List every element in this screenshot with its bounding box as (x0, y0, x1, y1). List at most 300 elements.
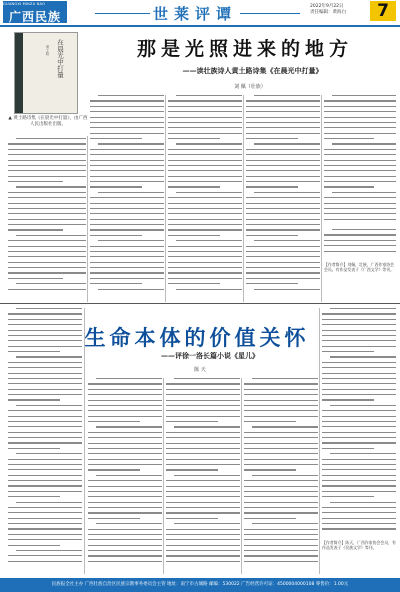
text-line (88, 421, 140, 422)
text-line (168, 246, 242, 247)
text-line (90, 283, 142, 284)
text-line (244, 416, 318, 417)
author-bio: 【作者简介】刘佩，壮族，广西作家协会会员。有作品发表于《广西文学》等刊。 (324, 262, 395, 273)
text-line (88, 534, 162, 535)
text-line (324, 154, 396, 155)
text-line (322, 480, 396, 481)
text-line (8, 475, 82, 476)
text-line (8, 246, 86, 247)
text-line (166, 459, 240, 460)
text-line (166, 469, 218, 470)
text-line (254, 143, 320, 144)
text-line (324, 251, 396, 252)
text-line (166, 448, 240, 449)
text-line (168, 208, 242, 209)
text-line (244, 480, 318, 481)
text-line (8, 378, 82, 379)
text-line (244, 421, 296, 422)
text-line (8, 464, 82, 465)
text-line (168, 283, 220, 284)
text-line (322, 518, 396, 519)
text-line (322, 319, 396, 320)
text-line (90, 181, 164, 182)
text-line (176, 95, 242, 96)
text-line (174, 475, 240, 476)
text-line (246, 154, 320, 155)
text-line (88, 518, 140, 519)
text-line (90, 251, 164, 252)
text-line (244, 555, 318, 556)
text-line (8, 539, 82, 540)
image-caption: ▲ 黄土路诗集《在晨光中打量》，由广西人民出版社出版。 (8, 116, 88, 127)
text-line (8, 512, 82, 513)
text-line (176, 289, 242, 290)
text-line (332, 192, 396, 193)
text-line (8, 160, 86, 161)
article-subtitle: ——读壮族诗人黄土路诗集《在晨光中打量》 (182, 66, 323, 75)
editor-credit: 责任编辑：黄海白 (310, 10, 346, 15)
text-line (8, 208, 86, 209)
issue-date: 2022年9月22日 (310, 4, 344, 9)
text-line (330, 405, 396, 406)
text-line (244, 383, 318, 384)
text-line (88, 400, 162, 401)
text-line (322, 485, 396, 486)
text-line (166, 443, 240, 444)
text-line (88, 394, 162, 395)
author-bio: 【作者简介】陈天，广西作家协会会员，有作品发表于《民族文学》等刊。 (322, 540, 396, 551)
text-line (8, 561, 82, 562)
text-line (166, 389, 240, 390)
text-line (332, 143, 396, 144)
text-line (88, 507, 162, 508)
text-line (244, 534, 318, 535)
text-line (8, 351, 60, 352)
text-line (322, 389, 396, 390)
text-line (16, 283, 86, 284)
text-line (168, 278, 242, 279)
column-divider (87, 136, 88, 302)
text-line (166, 405, 240, 406)
text-line (322, 351, 374, 352)
article-body-column (168, 95, 242, 300)
text-line (324, 127, 396, 128)
text-line (168, 170, 242, 171)
text-line (90, 272, 164, 273)
text-line (322, 448, 374, 449)
text-line (90, 176, 164, 177)
text-line (8, 213, 86, 214)
text-line (324, 219, 396, 220)
text-line (8, 224, 86, 225)
text-line (322, 362, 396, 363)
text-line (166, 555, 240, 556)
text-line (166, 539, 240, 540)
text-line (322, 416, 396, 417)
text-line (166, 529, 240, 530)
text-line (90, 229, 164, 230)
text-line (8, 442, 82, 443)
text-line (166, 410, 240, 411)
text-line (98, 240, 164, 241)
text-line (324, 176, 396, 177)
column-divider (84, 308, 85, 574)
text-line (322, 437, 396, 438)
text-line (254, 289, 320, 290)
text-line (90, 278, 164, 279)
text-line (166, 421, 218, 422)
text-line (322, 475, 396, 476)
article-subtitle: ——评徐一洛长篇小说《星儿》 (161, 351, 259, 360)
text-line (324, 181, 396, 182)
text-line (168, 176, 242, 177)
text-line (90, 267, 164, 268)
text-line (90, 213, 164, 214)
text-line (168, 251, 242, 252)
paper-name-pinyin: GUANGXI MINZU BAO (3, 2, 46, 6)
text-line (8, 176, 86, 177)
text-line (252, 426, 318, 427)
text-line (8, 149, 86, 150)
text-line (90, 224, 164, 225)
article-body-column (90, 95, 164, 300)
text-line (322, 373, 396, 374)
text-line (322, 340, 396, 341)
text-line (322, 335, 396, 336)
text-line (88, 486, 162, 487)
text-line (8, 367, 82, 368)
text-line (246, 133, 320, 134)
text-line (8, 165, 86, 166)
text-line (322, 410, 396, 411)
text-line (8, 197, 86, 198)
text-line (98, 143, 164, 144)
text-line (166, 496, 240, 497)
text-line (244, 389, 318, 390)
text-line (98, 95, 164, 96)
column-title: 世莱评谭 (150, 3, 240, 24)
article-body-column (166, 378, 240, 572)
text-line (16, 308, 82, 309)
text-line (8, 203, 86, 204)
text-line (166, 512, 240, 513)
text-line (324, 170, 396, 171)
text-line (8, 485, 82, 486)
text-line (246, 127, 320, 128)
text-line (246, 170, 320, 171)
text-line (90, 111, 164, 112)
column-divider (243, 95, 244, 302)
text-line (16, 138, 86, 139)
text-line (88, 464, 162, 465)
text-line (166, 550, 240, 551)
text-line (8, 256, 86, 257)
text-line (252, 523, 318, 524)
text-line (168, 235, 220, 236)
text-line (324, 234, 396, 235)
book-cover-image (14, 32, 78, 114)
text-line (90, 138, 142, 139)
text-line (246, 213, 320, 214)
text-line (332, 229, 396, 230)
text-line (324, 165, 396, 166)
text-line (88, 443, 162, 444)
text-line (244, 491, 318, 492)
text-line (324, 106, 396, 107)
text-line (244, 539, 318, 540)
text-line (88, 405, 162, 406)
text-line (8, 192, 86, 193)
text-line (322, 367, 396, 368)
text-line (246, 122, 320, 123)
column-divider (321, 95, 322, 302)
text-line (88, 389, 162, 390)
text-line (176, 240, 242, 241)
text-line (322, 383, 396, 384)
text-line (324, 160, 396, 161)
text-line (324, 149, 396, 150)
text-line (324, 197, 396, 198)
text-line (96, 475, 162, 476)
text-line (90, 186, 142, 187)
text-line (8, 383, 82, 384)
text-line (324, 186, 374, 187)
text-line (90, 154, 164, 155)
text-line (324, 117, 396, 118)
text-line (8, 399, 60, 400)
text-line (90, 197, 164, 198)
text-line (244, 459, 318, 460)
text-line (252, 475, 318, 476)
text-line (90, 160, 164, 161)
text-line (330, 308, 396, 309)
text-line (90, 256, 164, 257)
text-line (16, 405, 82, 406)
text-line (96, 378, 162, 379)
text-line (168, 165, 242, 166)
text-line (246, 138, 298, 139)
text-line (322, 421, 396, 422)
text-line (16, 453, 82, 454)
text-line (244, 453, 318, 454)
text-line (244, 469, 296, 470)
text-line (244, 486, 318, 487)
text-line (8, 469, 82, 470)
text-line (322, 313, 396, 314)
masthead (0, 0, 400, 26)
article-headline: 生命本体的价值关怀 (84, 325, 310, 350)
text-line (330, 356, 396, 357)
text-line (8, 362, 82, 363)
text-line (166, 507, 240, 508)
text-line (246, 267, 320, 268)
text-line (254, 192, 320, 193)
text-line (322, 464, 396, 465)
text-line (88, 539, 162, 540)
text-line (244, 464, 318, 465)
text-line (16, 186, 86, 187)
article-body-column (244, 378, 318, 572)
text-line (8, 229, 63, 230)
text-line (322, 496, 374, 497)
text-line (246, 186, 298, 187)
text-line (88, 491, 162, 492)
text-line (168, 138, 220, 139)
text-line (166, 545, 240, 546)
text-line (88, 469, 140, 470)
text-line (16, 502, 82, 503)
text-line (324, 138, 374, 139)
text-line (88, 437, 162, 438)
text-line (324, 122, 396, 123)
article-headline: 那是光照进来的地方 (136, 38, 353, 60)
text-line (244, 502, 318, 503)
article-body-column (324, 229, 396, 259)
text-line (244, 545, 318, 546)
text-line (96, 426, 162, 427)
text-line (176, 192, 242, 193)
text-line (166, 518, 218, 519)
text-line (8, 416, 82, 417)
text-line (322, 459, 396, 460)
text-line (322, 528, 396, 529)
article-body-column (246, 95, 320, 300)
text-line (168, 219, 242, 220)
text-line (322, 432, 396, 433)
article-body-column (88, 378, 162, 572)
text-line (168, 133, 242, 134)
text-line (8, 432, 82, 433)
text-line (168, 106, 242, 107)
text-line (168, 111, 242, 112)
footer-text: 民族报全社主办 广西壮族自治区民族宗教事务委员会主管 地址：南宁市古城路 邮编：530022 广告经营许可证：4500004000108 零售价：1.00元 (51, 582, 349, 587)
text-line (244, 561, 318, 562)
text-line (90, 219, 164, 220)
text-line (246, 283, 298, 284)
text-line (166, 416, 240, 417)
text-line (246, 272, 320, 273)
text-line (90, 170, 164, 171)
text-line (174, 426, 240, 427)
article-body-column (324, 95, 396, 225)
text-line (90, 117, 164, 118)
text-line (8, 289, 86, 290)
text-line (322, 324, 396, 325)
article-byline: 刘 佩（壮族） (234, 84, 266, 90)
text-line (166, 437, 240, 438)
text-line (322, 378, 396, 379)
text-line (330, 453, 396, 454)
text-line (324, 245, 396, 246)
text-line (8, 278, 63, 279)
text-line (168, 229, 242, 230)
text-line (90, 203, 164, 204)
text-line (90, 106, 164, 107)
text-line (8, 154, 86, 155)
text-line (98, 289, 164, 290)
page-number: 7 (370, 1, 396, 21)
text-line (246, 246, 320, 247)
text-line (168, 197, 242, 198)
text-line (168, 224, 242, 225)
text-line (244, 529, 318, 530)
text-line (166, 400, 240, 401)
text-line (166, 453, 240, 454)
text-line (90, 262, 164, 263)
text-line (168, 181, 242, 182)
text-line (322, 523, 396, 524)
text-line (246, 165, 320, 166)
text-line (88, 416, 162, 417)
text-line (8, 448, 60, 449)
text-line (8, 272, 86, 273)
text-line (8, 389, 82, 390)
text-line (166, 464, 240, 465)
text-line (168, 272, 242, 273)
text-line (322, 442, 396, 443)
column-divider (163, 378, 164, 574)
text-line (90, 122, 164, 123)
text-line (90, 100, 164, 101)
text-line (244, 507, 318, 508)
text-line (322, 346, 396, 347)
text-line (244, 394, 318, 395)
text-line (322, 394, 396, 395)
text-line (244, 512, 318, 513)
text-line (324, 133, 396, 134)
text-line (322, 512, 396, 513)
text-line (246, 208, 320, 209)
text-line (166, 534, 240, 535)
text-line (166, 502, 240, 503)
article-byline: 陈 天 (194, 367, 206, 373)
text-line (324, 240, 396, 241)
text-line (246, 262, 320, 263)
text-line (88, 410, 162, 411)
text-line (244, 437, 318, 438)
text-line (168, 122, 242, 123)
text-line (174, 378, 240, 379)
text-line (88, 555, 162, 556)
text-line (174, 523, 240, 524)
text-line (88, 448, 162, 449)
text-line (8, 394, 82, 395)
text-line (8, 262, 86, 263)
text-line (8, 555, 82, 556)
book-cover-title: 在晨光中打量 (56, 39, 64, 78)
text-line (16, 550, 82, 551)
text-line (16, 356, 82, 357)
text-line (252, 378, 318, 379)
article-body-column (8, 138, 86, 300)
text-line (244, 400, 318, 401)
text-line (8, 480, 82, 481)
text-line (254, 240, 320, 241)
text-line (88, 529, 162, 530)
text-line (8, 437, 82, 438)
text-line (88, 480, 162, 481)
text-line (322, 399, 374, 400)
text-line (8, 319, 82, 320)
text-line (324, 100, 396, 101)
text-line (8, 143, 86, 144)
text-line (322, 426, 396, 427)
text-line (324, 203, 396, 204)
text-line (166, 480, 240, 481)
text-line (322, 507, 396, 508)
text-line (168, 117, 242, 118)
text-line (168, 127, 242, 128)
